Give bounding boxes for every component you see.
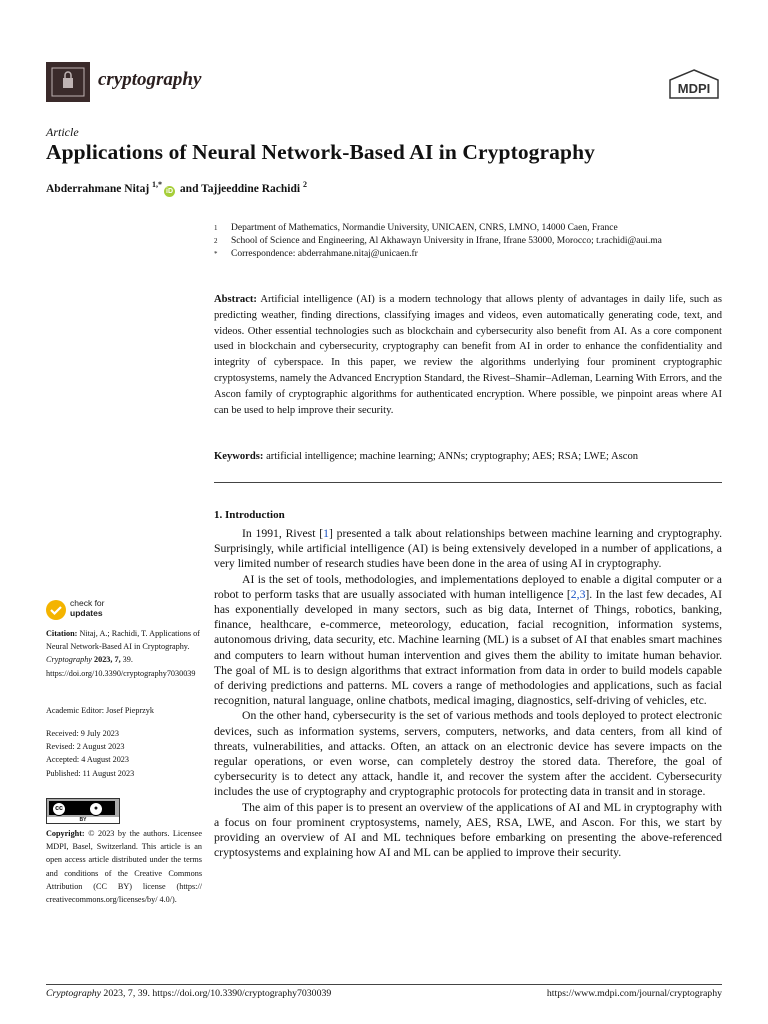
- person-icon: ●: [89, 802, 103, 816]
- affiliation-1: 1 Department of Mathematics, Normandie University, UNICAEN, CNRS, LMNO, 14000 Caen, France: [214, 223, 618, 233]
- orcid-icon[interactable]: iD: [166, 187, 174, 195]
- citation-block: Citation: Nitaj, A.; Rachidi, T. Applications of Neural Network-Based AI in Cryptography. Cryptography 2023, 7, 39. https://doi.org/10.3390/cryptography7030039: [46, 629, 200, 678]
- mdpi-logo: [666, 68, 722, 107]
- author-2-sup: 2: [302, 180, 307, 189]
- dates: Received: 9 July 2023 Revised: 2 August 2023 Accepted: 4 August 2023 Published: 11 August 2023: [46, 729, 135, 778]
- journal-name: cryptography: [98, 69, 202, 90]
- citation-link[interactable]: 2,3: [570, 587, 586, 601]
- keywords: [214, 449, 722, 464]
- cc-by-label: BY: [47, 817, 119, 823]
- journal-logo-icon: [46, 62, 90, 102]
- footer-divider: [46, 984, 722, 985]
- paragraph-4: The aim of this paper is to present an overview of the applications of AI and ML in cryptography with a focus on four prominent cryptosystems, namely, AES, RSA, LWE, and Ascon. For this, we start by providing an overview of AI and ML techniques before embarking on presenting the above-referenced cryptosystems and explaining how AI and ML can be applied to improve their security.: [214, 800, 722, 860]
- keywords-label: Keywords:: [214, 451, 264, 462]
- abstract: [214, 292, 722, 418]
- citation-journal: Cryptography: [46, 655, 92, 665]
- author-1-sup: 1,*: [152, 180, 163, 189]
- check-icon: [46, 600, 66, 620]
- mdpi-logo-text: MDPI: [677, 81, 711, 96]
- cc-icon: cc: [52, 802, 66, 816]
- cc-license-badge[interactable]: [46, 798, 120, 824]
- footer-citation: Cryptography 2023, 7, 39. https://doi.org/10.3390/cryptography7030039: [46, 988, 332, 999]
- affiliations: [214, 222, 724, 261]
- author-connector: and: [179, 182, 199, 195]
- author-1[interactable]: Abderrahmane Nitaj: [46, 182, 150, 195]
- citation-link[interactable]: 1: [323, 527, 329, 540]
- check-line-1: check for: [70, 598, 105, 608]
- keywords-text: artificial intelligence; machine learning; ANNs; cryptography; AES; RSA; LWE; Ascon: [266, 451, 639, 462]
- academic-editor: Academic Editor: Josef Pieprzyk: [46, 706, 154, 715]
- article-type: Article: [46, 125, 79, 139]
- paragraph-3: On the other hand, cybersecurity is the set of various methods and tools deployed to protect electronic devices, such as information systems, servers, computers, networks, and data centers, from all kind of threats, vulnerabilities, and attacks. Often, an attack on an electronic device has severe impacts on the regular operations, or even worse, can completely destroy the stored data. Therefore, the goal of cybersecurity is to detect any attack, handle it, and recover the system after the accident. Cybersecurity includes the use of cryptography and cryptographic protocols for protecting data in transit and in storage.: [214, 709, 722, 799]
- divider: [214, 482, 722, 483]
- paper-title: Applications of Neural Network-Based AI in Cryptography: [46, 140, 595, 164]
- paragraph-2: AI is the set of tools, methodologies, and implementations deployed to enable a digital computer or a robot to perform tasks that are usually associated with human intelligence [2,3]. In the last few decades, AI has exponentially developed in many sectors, such as big data, Internet of Things, robotics, banking, finance, healthcare, e-commerce, meteorology, education, facial recognition, information systems, autonomous driving, data security, etc. Machine learning (ML) is a subset of AI that enables smart machines and computers to learn without human intervention and gives them the ability to imitate human behavior. The goal of ML is to design algorithms that extract information from data in order to build models capable of deriving predictions and patterns. ML covers a range of methodologies and applications, such as facial recognition, natural language, online chatbots, medical imaging, diagnostics, self-driving of vehicles, etc.: [214, 572, 722, 708]
- affiliation-2: 2 School of Science and Engineering, Al Akhawayn University in Ifrane, Ifrane 53000, Morocco; t.rachidi@aui.ma: [214, 236, 662, 246]
- body-text: [214, 526, 722, 860]
- abstract-text: Artificial intelligence (AI) is a modern technology that allows plenty of advantages in daily life, such as predicting weather, finding directions, classifying images and videos, even automatically generating code, text, and videos. Other essential technologies such as blockchain and cybersecurity also benefit from AI. As a core component used in blockchain and cybersecurity, cryptography can benefit from AI in order to enhance the confidentiality and integrity of cyberspace. In this paper, we review the algorithms underlying four prominent cryptographic cryptosystems, namely the Advanced Encryption Standard, the Rivest–Shamir–Adleman, Learning With Errors, and the Ascon family of cryptographic algorithms for authenticated encryption. Where possible, we pinpoint areas where AI can be used to help improve their security.: [214, 294, 722, 416]
- section-heading: 1. Introduction: [214, 509, 285, 521]
- abstract-label: Abstract:: [214, 294, 257, 305]
- author-2[interactable]: Tajjeeddine Rachidi: [201, 182, 301, 195]
- paragraph-1: In 1991, Rivest [1] presented a talk about relationships between machine learning and cryptography. Surprisingly, while artificial intelligence (AI) is being extensively developed in a number of applications, a very limited number of research studies have been done in the area of using AI in cryptography.: [214, 527, 723, 571]
- copyright-notice: Copyright: © 2023 by the authors. Licensee MDPI, Basel, Switzerland. This article is an open access article distributed under the terms and conditions of the Creative Commons Attribution (CC BY) license (https:// creativecommons.org/licenses/by/ 4.0/).: [46, 829, 203, 905]
- check-line-2: updates: [70, 607, 103, 618]
- footer-journal-link[interactable]: https://www.mdpi.com/journal/cryptography: [546, 988, 722, 999]
- correspondence: * Correspondence: abderrahmane.nitaj@unicaen.fr: [214, 249, 418, 259]
- check-for-updates-button[interactable]: [46, 598, 166, 624]
- author-line: [46, 180, 307, 197]
